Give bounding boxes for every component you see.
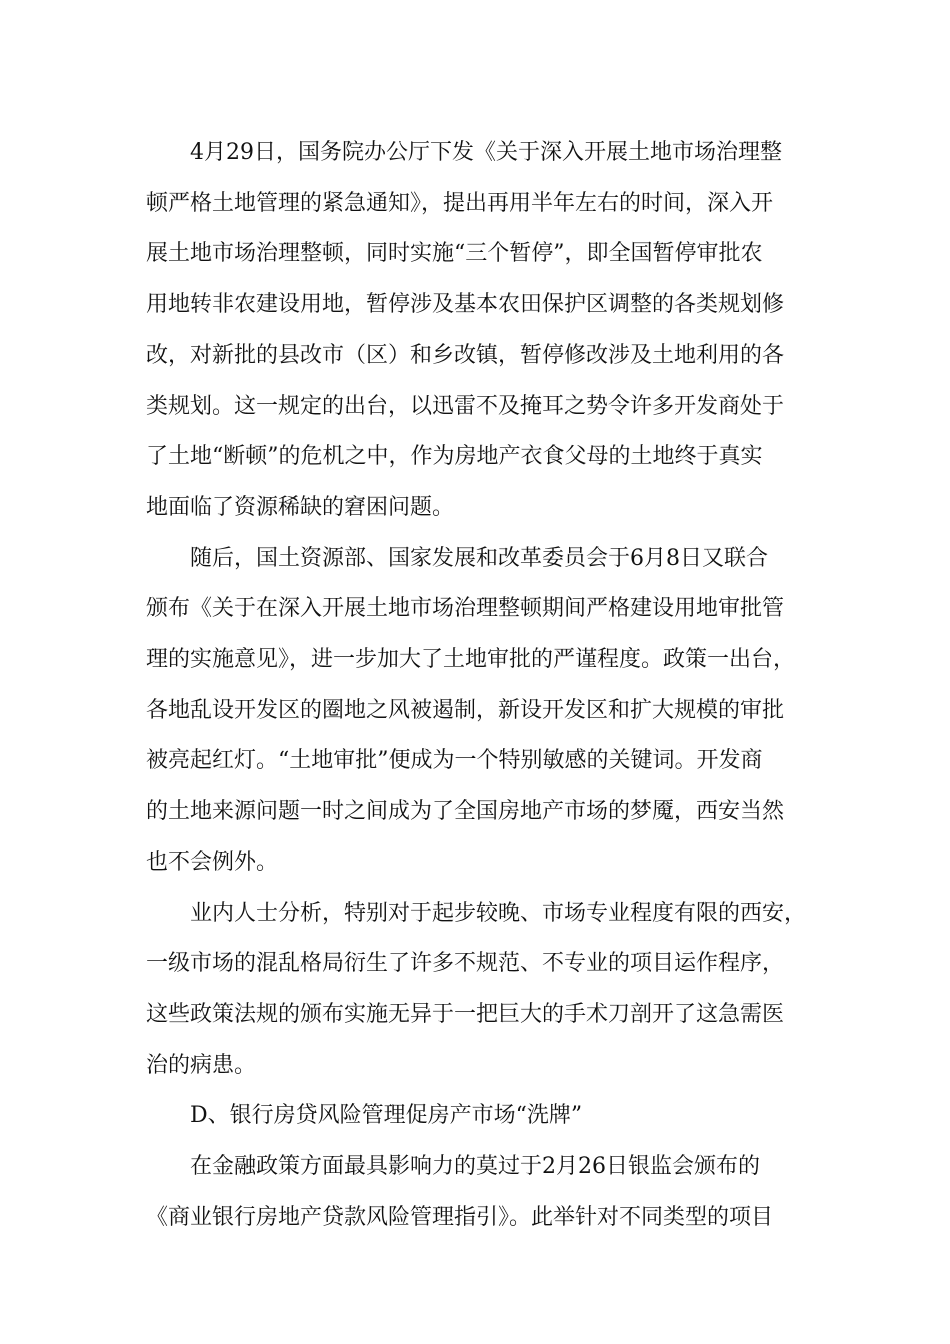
text-line: 《商业银行房地产贷款风险管理指引》。此举针对不同类型的项目 xyxy=(146,1204,774,1230)
paragraph-land-approval xyxy=(146,534,806,889)
text-line: 随后，国土资源部、国家发展和改革委员会于6月8日又联合 xyxy=(190,545,768,571)
section-heading-d xyxy=(146,1091,806,1142)
text-line: 一级市场的混乱格局衍生了许多不规范、不专业的项目运作程序， xyxy=(146,951,785,977)
document-body xyxy=(146,128,806,1243)
text-line: 在金融政策方面最具影响力的莫过于2月26日银监会颁布的 xyxy=(190,1154,760,1180)
text-line: 顿严格土地管理的紧急通知》，提出再用半年左右的时间，深入开 xyxy=(146,190,774,216)
text-line: 也不会例外。 xyxy=(146,849,279,875)
text-line: 改，对新批的县改市（区）和乡改镇，暂停修改涉及土地利用的各 xyxy=(146,342,785,368)
text-line: 被亮起红灯。“土地审批”便成为一个特别敏感的关键词。开发商 xyxy=(146,748,763,774)
text-line: 各地乱设开发区的圈地之风被遏制，新设开发区和扩大规模的审批 xyxy=(146,697,785,723)
text-line: 理的实施意见》，进一步加大了土地审批的严谨程度。政策一出台， xyxy=(146,647,796,673)
text-line: 颁布《关于在深入开展土地市场治理整顿期间严格建设用地审批管 xyxy=(146,596,785,622)
text-line: 治的病患。 xyxy=(146,1052,257,1078)
paragraph-land-notice xyxy=(146,128,806,534)
paragraph-industry-analysis xyxy=(146,889,806,1092)
text-line: 了土地“断顿”的危机之中，作为房地产衣食父母的土地终于真实 xyxy=(146,444,763,470)
text-line: 的土地来源问题一时之间成为了全国房地产市场的梦魇，西安当然 xyxy=(146,799,785,825)
text-line: 展土地市场治理整顿，同时实施“三个暂停”，即全国暂停审批农 xyxy=(146,241,763,267)
paragraph-financial-policy xyxy=(146,1142,806,1243)
text-line: D、银行房贷风险管理促房产市场“洗牌” xyxy=(190,1103,583,1129)
text-line: 4月29日，国务院办公厅下发《关于深入开展土地市场治理整 xyxy=(190,140,782,165)
text-line: 用地转非农建设用地，暂停涉及基本农田保护区调整的各类规划修 xyxy=(146,292,785,318)
text-line: 这些政策法规的颁布实施无异于一把巨大的手术刀剖开了这急需医 xyxy=(146,1001,785,1027)
text-line: 业内人士分析，特别对于起步较晚、市场专业程度有限的西安， xyxy=(190,900,807,926)
text-line: 地面临了资源稀缺的窘困问题。 xyxy=(146,494,455,520)
text-line: 类规划。这一规定的出台，以迅雷不及掩耳之势令许多开发商处于 xyxy=(146,393,785,419)
